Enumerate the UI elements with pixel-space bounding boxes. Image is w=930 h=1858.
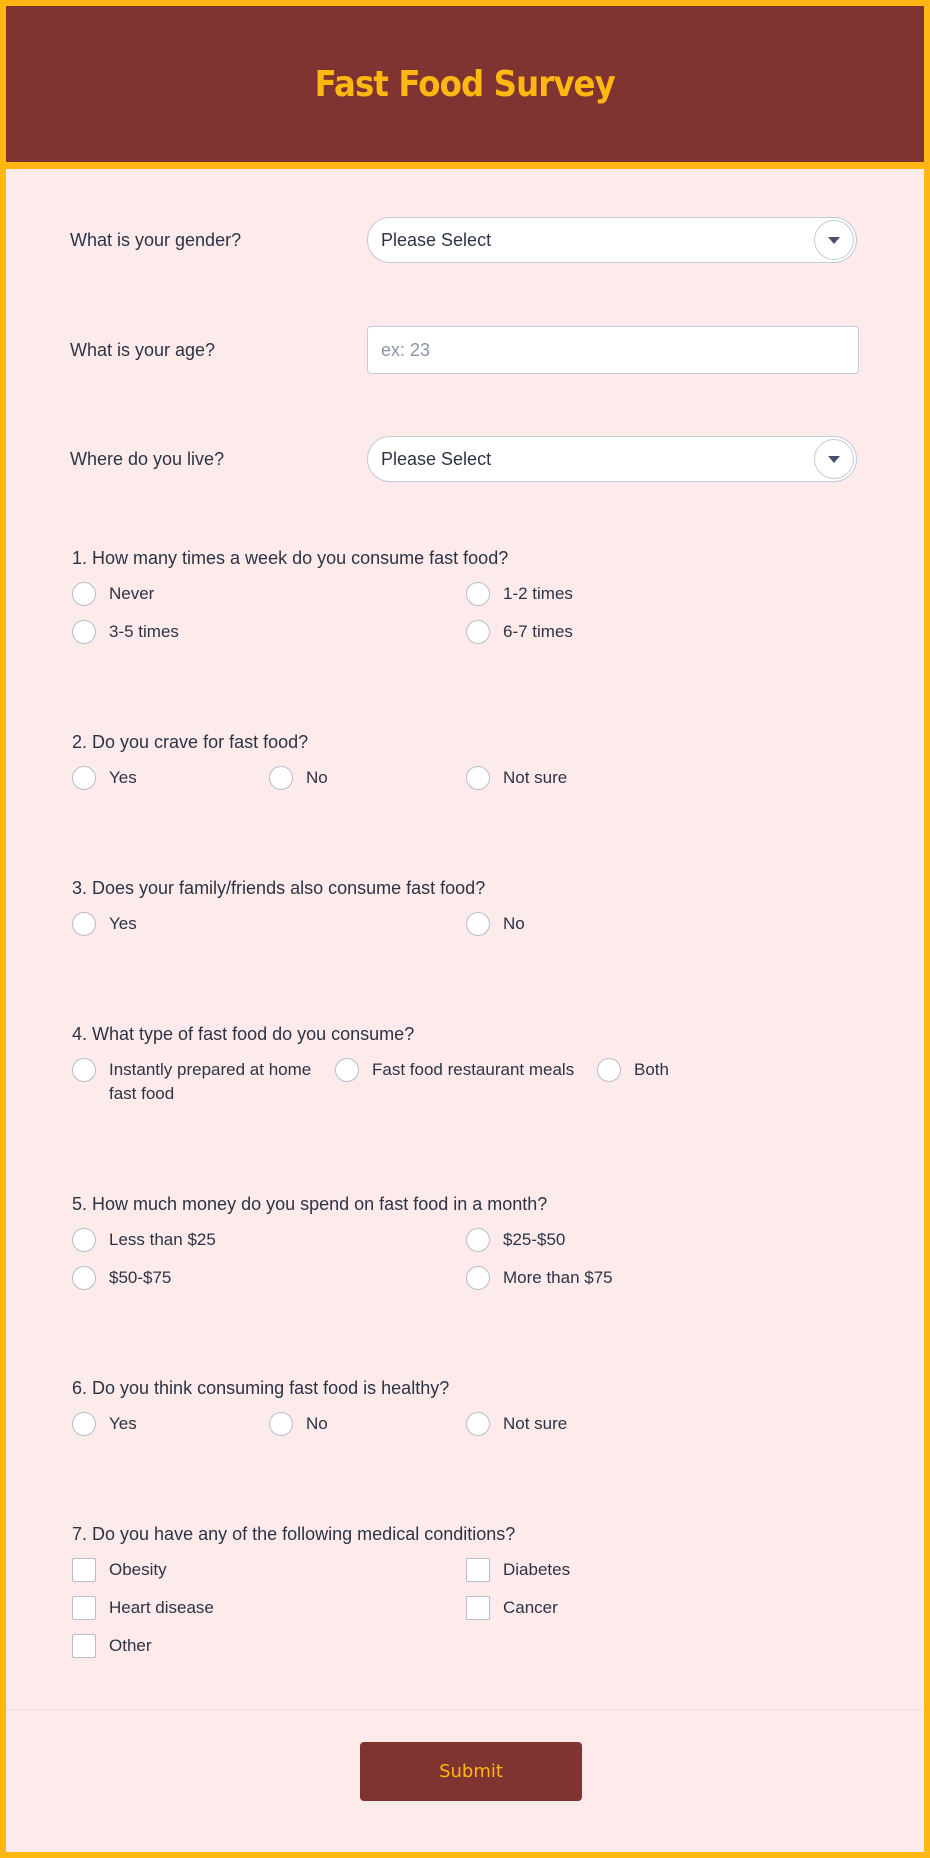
radio-option[interactable]: No bbox=[269, 766, 328, 790]
question-7-title: 7. Do you have any of the following medical conditions? bbox=[72, 1524, 516, 1544]
radio-option[interactable]: Both bbox=[597, 1058, 669, 1082]
radio-option[interactable]: More than $75 bbox=[466, 1266, 613, 1290]
radio-circle-icon[interactable] bbox=[72, 1412, 96, 1436]
checkbox-option[interactable]: Obesity bbox=[72, 1558, 167, 1582]
radio-option[interactable]: Less than $25 bbox=[72, 1228, 216, 1252]
chevron-down-icon[interactable] bbox=[814, 220, 854, 260]
radio-circle-icon[interactable] bbox=[466, 766, 490, 790]
radio-circle-icon[interactable] bbox=[72, 1266, 96, 1290]
radio-circle-icon[interactable] bbox=[466, 1412, 490, 1436]
question-7 bbox=[72, 1522, 860, 1655]
question-4-title: 4. What type of fast food do you consume? bbox=[72, 1024, 415, 1044]
radio-option[interactable]: 3-5 times bbox=[72, 620, 179, 644]
age-input[interactable] bbox=[367, 326, 859, 374]
question-5 bbox=[72, 1192, 860, 1287]
checkbox-icon[interactable] bbox=[466, 1558, 490, 1582]
residence-select-value: Please Select bbox=[381, 448, 492, 469]
question-4 bbox=[72, 1022, 860, 1103]
radio-circle-icon[interactable] bbox=[72, 766, 96, 790]
radio-option[interactable]: $50-$75 bbox=[72, 1266, 171, 1290]
radio-circle-icon[interactable] bbox=[72, 582, 96, 606]
radio-circle-icon[interactable] bbox=[466, 620, 490, 644]
radio-option[interactable]: Instantly prepared at home fast food bbox=[72, 1058, 334, 1106]
radio-option[interactable]: Yes bbox=[72, 766, 137, 790]
radio-option[interactable]: 6-7 times bbox=[466, 620, 573, 644]
radio-option[interactable]: Yes bbox=[72, 912, 137, 936]
gender-select-value: Please Select bbox=[381, 229, 492, 250]
radio-option[interactable]: Not sure bbox=[466, 1412, 567, 1436]
checkbox-option[interactable]: Heart disease bbox=[72, 1596, 214, 1620]
checkbox-option[interactable]: Other bbox=[72, 1634, 152, 1658]
radio-circle-icon[interactable] bbox=[72, 1228, 96, 1252]
radio-circle-icon[interactable] bbox=[466, 1228, 490, 1252]
age-label: What is your age? bbox=[70, 339, 216, 360]
residence-select[interactable] bbox=[367, 436, 857, 482]
submit-button[interactable]: Submit bbox=[360, 1742, 582, 1801]
radio-circle-icon[interactable] bbox=[335, 1058, 359, 1082]
gender-row bbox=[70, 217, 860, 263]
checkbox-icon[interactable] bbox=[72, 1596, 96, 1620]
question-3 bbox=[72, 876, 860, 933]
question-6-title: 6. Do you think consuming fast food is healthy? bbox=[72, 1378, 450, 1398]
form-header bbox=[6, 6, 924, 169]
radio-option[interactable]: 1-2 times bbox=[466, 582, 573, 606]
residence-row bbox=[70, 436, 860, 482]
chevron-down-icon[interactable] bbox=[814, 439, 854, 479]
checkbox-icon[interactable] bbox=[72, 1634, 96, 1658]
checkbox-option[interactable]: Diabetes bbox=[466, 1558, 570, 1582]
radio-option[interactable]: Never bbox=[72, 582, 154, 606]
radio-option[interactable]: Yes bbox=[72, 1412, 137, 1436]
radio-circle-icon[interactable] bbox=[72, 912, 96, 936]
radio-circle-icon[interactable] bbox=[466, 1266, 490, 1290]
radio-circle-icon[interactable] bbox=[72, 620, 96, 644]
question-6 bbox=[72, 1376, 860, 1433]
radio-option[interactable]: No bbox=[269, 1412, 328, 1436]
radio-circle-icon[interactable] bbox=[597, 1058, 621, 1082]
question-2 bbox=[72, 730, 860, 787]
question-2-title: 2. Do you crave for fast food? bbox=[72, 732, 309, 752]
residence-label: Where do you live? bbox=[70, 448, 225, 469]
radio-option[interactable]: Not sure bbox=[466, 766, 567, 790]
gender-select[interactable] bbox=[367, 217, 857, 263]
radio-circle-icon[interactable] bbox=[466, 912, 490, 936]
gender-label: What is your gender? bbox=[70, 229, 242, 250]
checkbox-icon[interactable] bbox=[72, 1558, 96, 1582]
radio-option[interactable]: $25-$50 bbox=[466, 1228, 565, 1252]
radio-option[interactable]: No bbox=[466, 912, 525, 936]
checkbox-icon[interactable] bbox=[466, 1596, 490, 1620]
radio-circle-icon[interactable] bbox=[269, 1412, 293, 1436]
question-3-title: 3. Does your family/friends also consume fast food? bbox=[72, 878, 486, 898]
section-divider bbox=[6, 1709, 924, 1710]
radio-circle-icon[interactable] bbox=[466, 582, 490, 606]
form-title: Fast Food Survey bbox=[314, 63, 616, 105]
question-5-title: 5. How much money do you spend on fast food in a month? bbox=[72, 1194, 548, 1214]
age-row bbox=[70, 326, 860, 374]
radio-circle-icon[interactable] bbox=[72, 1058, 96, 1082]
radio-circle-icon[interactable] bbox=[269, 766, 293, 790]
checkbox-option[interactable]: Cancer bbox=[466, 1596, 558, 1620]
radio-option[interactable]: Fast food restaurant meals bbox=[335, 1058, 574, 1082]
question-1-title: 1. How many times a week do you consume fast food? bbox=[72, 548, 509, 568]
question-1 bbox=[72, 546, 860, 641]
